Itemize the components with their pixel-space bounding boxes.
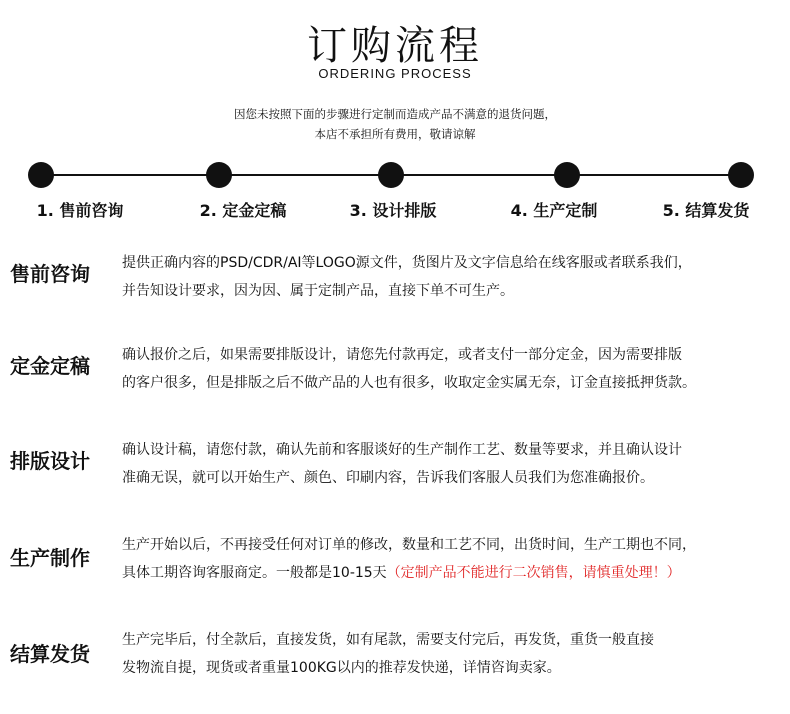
step-dot [378,162,404,188]
step-dot [728,162,754,188]
section-line: 确认设计稿，请您付款，确认先前和客服谈好的生产制作工艺、数量等要求，并且确认设计 [122,442,682,458]
section-title: 定金定稿 [10,354,90,378]
notice-line: 因您未按照下面的步骤进行定制而造成产品不满意的退货问题， [234,107,556,121]
section-line: 准确无误，就可以开始生产、颜色、印刷内容，告诉我们客服人员我们为您准确报价。 [122,470,654,486]
warning-text: （定制产品不能进行二次销售，请慎重处理！） [386,565,681,581]
notice-line: 本店不承担所有费用，敬请谅解 [314,127,476,141]
section-title: 排版设计 [10,449,90,473]
step-label: 3. 设计排版 [349,201,437,220]
step-dot [554,162,580,188]
step-label: 5. 结算发货 [662,201,750,220]
section-body [122,531,782,587]
section-body [122,341,782,397]
step-dot [206,162,232,188]
section-title: 生产制作 [10,546,90,570]
section-body [122,436,782,492]
step-dot [28,162,54,188]
section-line: 确认报价之后，如果需要排版设计，请您先付款再定，或者支付一部分定金，因为需要排版 [122,347,682,363]
step-label: 4. 生产定制 [510,201,598,220]
section-title: 售前咨询 [10,262,90,286]
section-text: 具体工期咨询客服商定。一般都是10-15天 [122,565,387,581]
section-line: 发物流自提，现货或者重量100KG以内的推荐发快递，详情咨询卖家。 [122,660,561,676]
section-body [122,249,782,305]
notice [0,104,790,144]
section-line [122,559,782,587]
page-title: 订购流程 [307,23,483,69]
step-label: 1. 售前咨询 [36,201,124,220]
section-title: 结算发货 [10,642,90,666]
step-label: 2. 定金定稿 [199,201,287,220]
section-line: 并告知设计要求，因为因、属于定制产品，直接下单不可生产。 [122,283,514,299]
section-line: 生产开始以后，不再接受任何对订单的修改，数量和工艺不同，出货时间，生产工期也不同， [122,537,696,553]
section-line: 提供正确内容的PSD/CDR/AI等LOGO源文件，货图片及文字信息给在线客服或者联系我们， [122,255,692,271]
section-line: 的客户很多，但是排版之后不做产品的人也有很多，收取定金实属无奈，订金直接抵押货款。 [122,375,696,391]
section-line: 生产完毕后，付全款后，直接发货，如有尾款，需要支付完后，再发货，重货一般直接 [122,632,654,648]
page-subtitle: ORDERING PROCESS [318,66,472,81]
section-body [122,626,782,682]
